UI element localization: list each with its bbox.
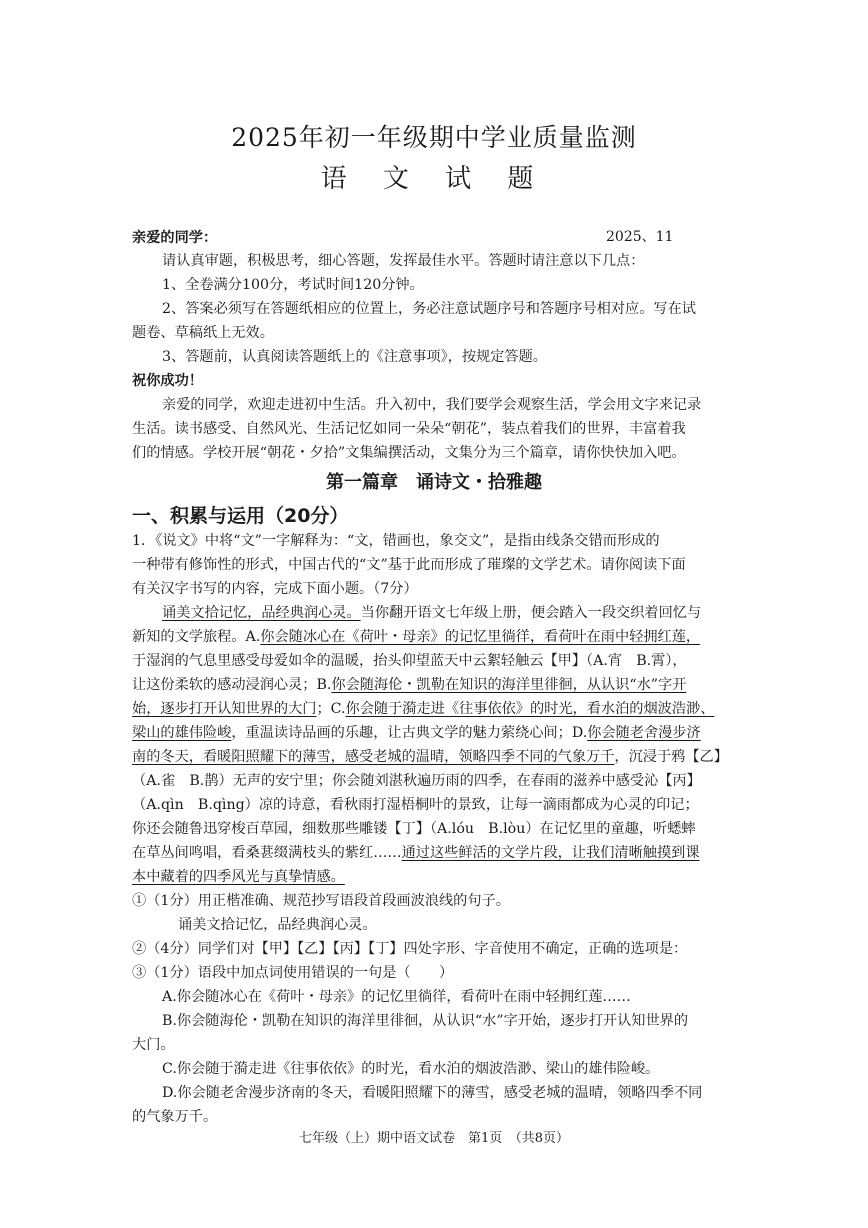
underlined-sentence: 你会随老舍漫步济 xyxy=(587,725,701,741)
exam-date: 2025、11 xyxy=(606,229,674,245)
preface-line: 们的情感。学校开展“朝花・夕拾”文集编撰活动，文集分为三个篇章，请你快快加入吧。 xyxy=(132,445,686,461)
passage-line xyxy=(132,673,742,697)
passage-line xyxy=(132,721,742,745)
sub-question: ③（1分）语段中加点词使用错误的一句是（ ） xyxy=(132,965,454,981)
underlined-sentence: 本中藏着的四季风光与真挚情感。 xyxy=(132,869,345,885)
option-d: D.你会随老舍漫步济南的冬天，看暖阳照耀下的薄雪，感受老城的温晴，领略四季不同 xyxy=(162,1085,703,1101)
underlined-sentence: 通过这些鲜活的文学片段，让我们清晰触摸到课 xyxy=(401,845,700,861)
instruction-line: 请认真审题，积极思考，细心答题，发挥最佳水平。答题时请注意以下几点： xyxy=(162,253,645,269)
passage-line: （A.雀 B.鹊）无声的安宁里；你会随刘湛秋遍历雨的四季，在春雨的滋养中感受沁【丙】 xyxy=(132,773,701,789)
passage-text: ，沉浸于鸦【乙】 xyxy=(614,749,728,765)
wish-text: 祝你成功！ xyxy=(132,373,203,389)
underlined-sentence: 你会随海伦・凯勒在知识的海洋里徘徊，从认识“水”字开 xyxy=(331,677,687,693)
underlined-sentence: 始，逐步打开认知世界的大门 xyxy=(132,701,317,717)
preface-line: 亲爱的同学，欢迎走进初中生活。升入初中，我们要学会观察生活，学会用文字来记录 xyxy=(162,397,702,413)
passage-line xyxy=(132,697,742,721)
passage-line xyxy=(162,601,742,625)
chapter-title: 第一篇章 诵诗文・拾雅趣 xyxy=(326,472,542,493)
passage-line: （A.qìn B.qìng）凉的诗意，看秋雨打湿梧桐叶的景致，让每一滴雨都成为心灵的印记； xyxy=(132,797,699,813)
passage-text: 当你翻开语文七年级上册，便会踏入一段交织着回忆与 xyxy=(360,605,702,621)
greeting: 亲爱的同学： xyxy=(132,230,218,246)
underlined-sentence: 梁山的雄伟险峻 xyxy=(132,725,232,741)
instruction-line: 2、答案必须写在答题纸相应的位置上，务必注意试题序号和答题序号相对应。写在试 xyxy=(162,301,696,317)
option-b: B.你会随海伦・凯勒在知识的海洋里徘徊，从认识“水”字开始，逐步打开认知世界的 xyxy=(162,1013,689,1029)
option-d-cont: 的气象万千。 xyxy=(132,1109,218,1125)
page-subtitle: 语 文 试 题 xyxy=(320,164,548,194)
option-b-cont: 大门。 xyxy=(132,1037,175,1053)
underlined-sentence: 你会随冰心在《荷叶・母亲》的记忆里徜徉，看荷叶在雨中轻拥红莲， xyxy=(260,629,701,645)
underlined-sentence: 南的冬天，看暖阳照耀下的薄雪，感受老城的温晴，领略四季不同的气象万千 xyxy=(132,749,615,765)
passage-line: 于湿润的气息里感受母爱如伞的温暖，抬头仰望蓝天中云絮轻触云【甲】（A.宵 B.霄）， xyxy=(132,653,687,669)
page-title: 2025年初一年级期中学业质量监测 xyxy=(231,123,637,152)
passage-line xyxy=(132,865,742,889)
sub-question: ①（1分）用正楷准确、规范抄写语段首段画波浪线的句子。 xyxy=(132,893,510,909)
sub-question: ②（4分）同学们对【甲】【乙】【丙】【丁】四处字形、字音使用不确定，正确的选项是： xyxy=(132,941,688,957)
instruction-line: 3、答题前，认真阅读答题纸上的《注意事项》，按规定答题。 xyxy=(162,349,547,365)
question-stem: 一种带有修饰性的形式，中国古代的“文”基于此而形成了璀璨的文学艺术。请你阅读下面 xyxy=(132,557,686,573)
copy-sentence: 诵美文拾记忆，品经典润心灵。 xyxy=(178,917,377,933)
question-stem: 1．《说文》中将“文”一字解释为：“文，错画也，象交文”，是指由线条交错而形成的 xyxy=(132,533,660,549)
passage-line xyxy=(132,625,742,649)
passage-text: 新知的文学旅程。A. xyxy=(132,629,261,645)
instruction-line: 题卷、草稿纸上无效。 xyxy=(132,325,274,341)
passage-line: 你还会随鲁迅穿梭百草园，细数那些雕镂【丁】（A.lóu B.lòu）在记忆里的童趣，听蟋蟀 xyxy=(132,821,696,837)
passage-line xyxy=(132,841,742,865)
preface-line: 生活。读书感受、自然风光、生活记忆如同一朵朵“朝花”，装点着我们的世界，丰富着我 xyxy=(132,421,686,437)
instruction-line: 1、全卷满分100分，考试时间120分钟。 xyxy=(162,277,424,293)
passage-text: 在草丛间鸣唱，看桑葚缀满枝头的紫红…… xyxy=(132,845,402,861)
option-c: C.你会随于漪走进《往事依依》的时光，看水泊的烟波浩渺、梁山的雄伟险峻。 xyxy=(162,1061,660,1077)
passage-text: ，重温读诗品画的乐趣，让古典文学的魅力萦绕心间；D. xyxy=(231,725,588,741)
question-stem: 有关汉字书写的内容，完成下面小题。（7分） xyxy=(132,581,418,597)
wavy-sentence: 诵美文拾记忆，品经典润心灵。 xyxy=(162,605,361,621)
option-a: A.你会随冰心在《荷叶・母亲》的记忆里徜徉，看荷叶在雨中轻拥红莲…… xyxy=(162,989,631,1005)
passage-text: 让这份柔软的感动浸润心灵；B. xyxy=(132,677,332,693)
passage-text: ；C. xyxy=(316,701,346,717)
underlined-sentence: 你会随于漪走进《往事依依》的时光，看水泊的烟波浩渺、 xyxy=(345,701,715,717)
part-title: 一、积累与运用（20分） xyxy=(132,505,349,527)
passage-line xyxy=(132,745,742,769)
page-footer: 七年级（上）期中语文试卷 第1页 （共8页） xyxy=(298,1131,570,1146)
